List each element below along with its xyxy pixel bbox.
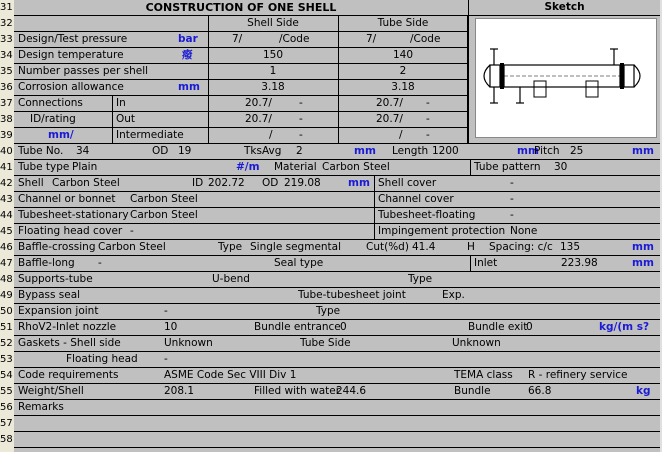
baffle-crossing[interactable]: Carbon Steel xyxy=(98,241,166,253)
row-37 xyxy=(14,96,468,112)
tube-pattern-label: Tube pattern xyxy=(474,161,541,173)
row-32 xyxy=(14,16,468,32)
row-48 xyxy=(14,272,660,288)
row-45 xyxy=(14,224,660,240)
row-49 xyxy=(14,288,660,304)
pressure-unit[interactable]: bar xyxy=(178,33,198,45)
shell-cover[interactable]: - xyxy=(510,177,514,189)
row-42 xyxy=(14,176,660,192)
row-47 xyxy=(14,256,660,272)
row-number[interactable]: 42 xyxy=(0,178,13,189)
row-number[interactable]: 36 xyxy=(0,82,13,93)
channel-cover[interactable]: - xyxy=(510,193,514,205)
channel-label: Channel or bonnet xyxy=(18,193,116,205)
shell-pressure-code: /Code xyxy=(279,33,310,45)
impingement-protection[interactable]: None xyxy=(510,225,538,237)
corrosion-label: Corrosion allowance xyxy=(18,81,124,93)
row-number[interactable]: 41 xyxy=(0,162,13,173)
row-number[interactable]: 46 xyxy=(0,242,13,253)
rhov2-label: RhoV2-Inlet nozzle xyxy=(18,321,117,333)
seal-type-label: Seal type xyxy=(274,257,324,269)
row-39 xyxy=(14,128,468,144)
shell-out[interactable]: 20.7/ xyxy=(245,113,272,125)
tubesheet-floating[interactable]: - xyxy=(510,209,514,221)
row-33 xyxy=(14,32,468,48)
material-label: Material xyxy=(274,161,317,173)
row-38 xyxy=(14,112,468,128)
shell-in-rating: - xyxy=(299,97,303,109)
tube-out-rating: - xyxy=(426,113,430,125)
exchanger-sketch xyxy=(475,18,657,138)
corrosion-unit[interactable]: mm xyxy=(178,81,200,93)
expansion-joint[interactable]: - xyxy=(164,305,168,317)
row-number[interactable]: 53 xyxy=(0,354,13,365)
tube-material[interactable]: Carbon Steel xyxy=(322,161,390,173)
connection-intermediate-label: Intermediate xyxy=(116,129,184,141)
spacing-unit[interactable]: mm xyxy=(632,241,654,253)
tubesheet-stationary-label: Tubesheet-stationary xyxy=(18,209,129,221)
tema-class-label: TEMA class xyxy=(454,369,513,381)
row-number[interactable]: 44 xyxy=(0,210,13,221)
bundle-entrance-label: Bundle entrance xyxy=(254,321,341,333)
row-41 xyxy=(14,160,660,176)
tube-pitch[interactable]: 25 xyxy=(570,145,584,157)
row-number[interactable]: 50 xyxy=(0,306,13,317)
remarks-label: Remarks xyxy=(18,401,64,413)
tube-no-label: Tube No. xyxy=(18,145,64,157)
heat-exchanger-drawing xyxy=(476,19,656,137)
row-44 xyxy=(14,208,660,224)
pitch-label: Pitch xyxy=(534,145,560,157)
connection-out-label: Out xyxy=(116,113,136,125)
expansion-joint-label: Expansion joint xyxy=(18,305,99,317)
row-number[interactable]: 34 xyxy=(0,50,13,61)
tube-type-label: Tube type xyxy=(18,161,70,173)
bundle-entrance[interactable]: 0 xyxy=(340,321,347,333)
tubesheet-floating-label: Tubesheet-floating xyxy=(378,209,476,221)
inlet-spacing[interactable]: 223.98 xyxy=(561,257,598,269)
rhov2-unit[interactable]: kg/(m s? xyxy=(599,321,650,333)
baffle-type-label: Type xyxy=(218,241,243,253)
code-requirements[interactable]: ASME Code Sec VIII Div 1 xyxy=(164,369,297,381)
shell-pressure[interactable]: 7/ xyxy=(232,33,243,45)
length-unit[interactable]: mm xyxy=(517,145,539,157)
tube-type[interactable]: Plain xyxy=(72,161,98,173)
impingement-label: Impingement protection xyxy=(378,225,506,237)
row-number[interactable]: 45 xyxy=(0,226,13,237)
shell-corrosion[interactable]: 3.18 xyxy=(261,81,285,93)
row-43 xyxy=(14,192,660,208)
code-requirements-label: Code requirements xyxy=(18,369,119,381)
shell-id-label: ID xyxy=(192,177,204,189)
shell-od[interactable]: 219.08 xyxy=(284,177,321,189)
cut-orientation[interactable]: H xyxy=(467,241,475,253)
shell-intermediate-rating: - xyxy=(299,129,303,141)
weight-shell-label: Weight/Shell xyxy=(18,385,84,397)
shell-cover-label: Shell cover xyxy=(378,177,437,189)
baffle-spacing[interactable]: 135 xyxy=(560,241,581,253)
row-36 xyxy=(14,80,468,96)
row-number[interactable]: 37 xyxy=(0,98,13,109)
tube-dim-unit[interactable]: mm xyxy=(354,145,376,157)
row-number[interactable]: 56 xyxy=(0,402,13,413)
gaskets-tube[interactable]: Unknown xyxy=(452,337,501,349)
floating-head[interactable]: - xyxy=(164,353,168,365)
shell-out-rating: - xyxy=(299,113,303,125)
row-54 xyxy=(14,368,660,384)
shell-side-header: Shell Side xyxy=(247,17,299,29)
bundle-exit[interactable]: 0 xyxy=(526,321,533,333)
shell-material-label: Shell xyxy=(18,177,44,189)
row-number[interactable]: 47 xyxy=(0,258,13,269)
row-number[interactable]: 40 xyxy=(0,146,13,157)
row-number[interactable]: 55 xyxy=(0,386,13,397)
row-number[interactable]: 54 xyxy=(0,370,13,381)
tube-tubesheet-joint-label: Tube-tubesheet joint xyxy=(298,289,406,301)
channel-cover-label: Channel cover xyxy=(378,193,454,205)
sketch-title: Sketch xyxy=(468,0,660,16)
row-52 xyxy=(14,336,660,352)
tube-out[interactable]: 20.7/ xyxy=(376,113,403,125)
row-number[interactable]: 33 xyxy=(0,34,13,45)
tube-in-rating: - xyxy=(426,97,430,109)
tema-class[interactable]: R - refinery service xyxy=(528,369,628,381)
gaskets-shell[interactable]: Unknown xyxy=(164,337,213,349)
support-type-label: Type xyxy=(408,273,433,285)
floating-head-cover[interactable]: - xyxy=(130,225,134,237)
weight-unit[interactable]: kg xyxy=(636,385,651,397)
row-35 xyxy=(14,64,468,80)
bundle-weight-label: Bundle xyxy=(454,385,491,397)
baffle-crossing-label: Baffle-crossing xyxy=(18,241,96,253)
shell-passes[interactable]: 1 xyxy=(269,65,277,77)
filled-water[interactable]: 244.6 xyxy=(336,385,367,397)
design-temperature-label: Design temperature xyxy=(18,49,124,61)
row-40 xyxy=(14,144,660,160)
length-label: Length xyxy=(392,145,429,157)
row-56 xyxy=(14,400,660,416)
gaskets-tube-label: Tube Side xyxy=(300,337,351,349)
weight-shell[interactable]: 208.1 xyxy=(164,385,195,397)
tube-od[interactable]: 19 xyxy=(178,145,192,157)
floating-head-cover-label: Floating head cover xyxy=(18,225,123,237)
connection-unit[interactable]: mm/ xyxy=(48,129,74,141)
row-number[interactable]: 52 xyxy=(0,338,13,349)
connections-label: Connections xyxy=(18,97,83,109)
passes-label: Number passes per shell xyxy=(18,65,149,77)
tube-pressure[interactable]: 7/ xyxy=(366,33,377,45)
tube-intermediate-rating: - xyxy=(426,129,430,141)
tube-pattern[interactable]: 30 xyxy=(554,161,568,173)
tube-tubesheet-joint[interactable]: Exp. xyxy=(442,289,465,301)
row-number[interactable]: 31 xyxy=(0,2,13,13)
tube-no[interactable]: 34 xyxy=(76,145,90,157)
tube-od-label: OD xyxy=(152,145,169,157)
tube-side-header: Tube Side xyxy=(377,17,429,29)
rhov2-inlet[interactable]: 10 xyxy=(164,321,178,333)
row-number[interactable]: 58 xyxy=(0,434,13,445)
row-51 xyxy=(14,320,660,336)
row-55 xyxy=(14,384,660,400)
baffle-long[interactable]: - xyxy=(98,257,102,269)
row-number[interactable]: 35 xyxy=(0,66,13,77)
shell-dim-unit[interactable]: mm xyxy=(348,177,370,189)
baffle-type[interactable]: Single segmental xyxy=(250,241,342,253)
baffle-cut[interactable]: 41.4 xyxy=(412,241,436,253)
id-rating-label: ID/rating xyxy=(30,113,76,125)
row-number[interactable]: 49 xyxy=(0,290,13,301)
inlet-label: Inlet xyxy=(474,257,498,269)
tube-intermediate[interactable]: / xyxy=(399,129,403,141)
shell-od-label: OD xyxy=(262,177,279,189)
shell-material[interactable]: Carbon Steel xyxy=(52,177,120,189)
row-number[interactable]: 32 xyxy=(0,18,13,29)
row-number[interactable]: 51 xyxy=(0,322,13,333)
row-number[interactable]: 57 xyxy=(0,418,13,429)
shell-in[interactable]: 20.7/ xyxy=(245,97,272,109)
tks-avg[interactable]: 2 xyxy=(296,145,303,157)
row-58[interactable] xyxy=(14,432,660,448)
bundle-weight[interactable]: 66.8 xyxy=(528,385,552,397)
spreadsheet xyxy=(14,0,660,452)
shell-intermediate[interactable]: / xyxy=(269,129,273,141)
row-number[interactable]: 38 xyxy=(0,114,13,125)
row-number[interactable]: 43 xyxy=(0,194,13,205)
row-53 xyxy=(14,352,660,368)
sheet-title: CONSTRUCTION OF ONE SHELL xyxy=(145,1,337,14)
connection-in-label: In xyxy=(116,97,126,109)
baffle-long-label: Baffle-long xyxy=(18,257,75,269)
tube-in[interactable]: 20.7/ xyxy=(376,97,403,109)
channel-material[interactable]: Carbon Steel xyxy=(130,193,198,205)
tubesheet-stationary[interactable]: Carbon Steel xyxy=(130,209,198,221)
supports-tube-label: Supports-tube xyxy=(18,273,93,285)
shell-temperature[interactable]: 150 xyxy=(262,49,284,61)
pitch-unit[interactable]: mm xyxy=(632,145,654,157)
filled-water-label: Filled with water xyxy=(254,385,341,397)
expansion-type-label: Type xyxy=(316,305,341,317)
u-bend-label: U-bend xyxy=(212,273,250,285)
tube-passes[interactable]: 2 xyxy=(399,65,407,77)
row-50 xyxy=(14,304,660,320)
tks-avg-label: TksAvg xyxy=(244,145,282,157)
bundle-exit-label: Bundle exit xyxy=(468,321,528,333)
row-34 xyxy=(14,48,468,64)
tube-length[interactable]: 1200 xyxy=(432,145,459,157)
spacing-label: Spacing: c/c xyxy=(489,241,553,253)
inlet-unit[interactable]: mm xyxy=(632,257,654,269)
tube-corrosion[interactable]: 3.18 xyxy=(391,81,415,93)
design-pressure-label: Design/Test pressure xyxy=(18,33,128,45)
row-number[interactable]: 39 xyxy=(0,130,13,141)
row-57[interactable] xyxy=(14,416,660,432)
row-number[interactable]: 48 xyxy=(0,274,13,285)
tube-temperature[interactable]: 140 xyxy=(392,49,414,61)
cut-label: Cut(%d) xyxy=(366,241,409,253)
floating-head-label: Floating head xyxy=(66,353,138,365)
temperature-unit[interactable]: 癈 xyxy=(182,49,193,61)
fin-unit[interactable]: #/m xyxy=(236,161,260,173)
row-46 xyxy=(14,240,660,256)
bypass-seal-label: Bypass seal xyxy=(18,289,81,301)
shell-id[interactable]: 202.72 xyxy=(208,177,245,189)
tube-pressure-code: /Code xyxy=(410,33,441,45)
gaskets-shell-label: Gaskets - Shell side xyxy=(18,337,121,349)
